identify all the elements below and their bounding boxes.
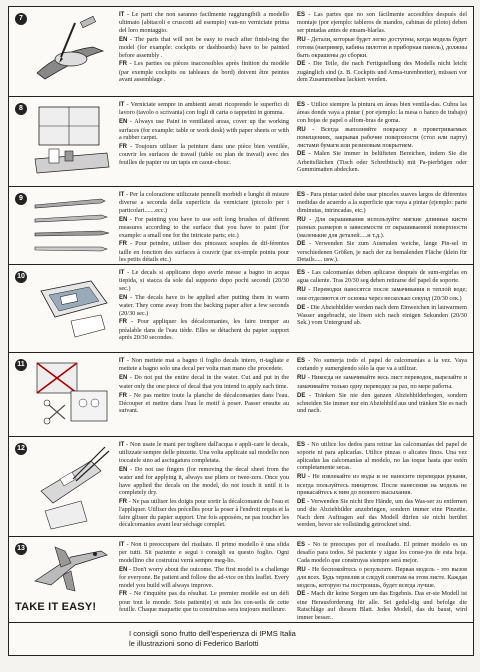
footer-line-2: le illustrazioni sono di Federico Barlotti bbox=[129, 639, 259, 648]
text-column-right bbox=[297, 357, 467, 416]
step-row bbox=[9, 537, 473, 623]
ventilated-room-illustration bbox=[31, 101, 113, 183]
step-text-de: DE - Verwenden Sie zum Ausmalen weiche, lange Pin-sel in verschiedenen Größen, je nach der zu bemalenden Fläche (klein für Details..... usw.). bbox=[297, 240, 467, 264]
step-text-fr: FR - Pour appliquer les décalcomanies, les faire tremper au préalable dans de l'eau tiède. Elles se détachent du papier support après 20/30 secondes. bbox=[119, 318, 289, 342]
brushes-illustration bbox=[31, 191, 113, 261]
step-text-ru: RU - Детали, которые будет легко доступны, когда модель будет готова (например, кабина пилотов и приборная панель), должны быть окрашены до сборки. bbox=[297, 35, 467, 59]
step-text-es: ES - No sumerja todo el papel de calcomanías a la vez. Vaya cortando y sumergiendo sólo la que va a utilizar. bbox=[297, 357, 467, 373]
text-column-left bbox=[119, 269, 289, 343]
step-text-de: DE - Mach dir keine Sorgen um das Ergebnis. Das er-ste Modell ist eine Herausforderung für alle. Sei gedul-dig und befolge die Ratschläge auf diesem Blatt. Jedes Modell, das du baust, wird immer besser.. bbox=[297, 590, 467, 621]
step-text-en: EN - Don't worry about the outcome. The first model is a challenge for everyone. Be patient and follow the ad-vice on this leaflet. Every model you build will always improve. bbox=[119, 565, 289, 589]
step-text-es: ES - Utilice siempre la pintura en áreas bien ventila-das. Cubra las áreas donde vaya a pintar ( por ejemplo: la mesa o banco de trabajo) con hojas de papel o alfom-bras de goma. bbox=[297, 101, 467, 124]
step-text-en: EN - The parts that will not be easy to reach after finish-ing the model (for example: cockpits or dashboards) have to be painted before assembly . bbox=[119, 35, 289, 59]
footer-line-1: I consigli sono frutto dell'esperienza di IPMS Italia bbox=[129, 629, 296, 638]
step-row bbox=[9, 187, 473, 265]
footer-credits bbox=[9, 623, 473, 655]
step-text-en: EN - The decals have to be applied after putting them in warm water. They come away from the backing paper after a few seconds (20/30 sec.) bbox=[119, 293, 289, 317]
step-number: 10 bbox=[15, 271, 27, 283]
text-column-left bbox=[119, 101, 289, 168]
step-row bbox=[9, 265, 473, 353]
step-text-fr: FR - Ne pas utiliser les doigts pour sortir la décalcomanie de l'eau et l'appliquer. Utiliser des précelles pour la poser à l'endroit requis et la faire glisser du papier support. Une fois apposées, ne pas toucher les décalcomanies avant leur séchage complet. bbox=[119, 497, 289, 529]
step-text-de: DE - Die Teile, die nach Fertigstellung des Modells nicht leicht zugänglich sind (z. B. Cockpits und Arma-turenbretter), müssen vor dem Zusammenbau lackiert werden. bbox=[297, 60, 467, 84]
cut-decal-illustration bbox=[31, 357, 113, 433]
step-text-it: IT - Per la colorazione utilizzate pennelli morbidi e lunghi di misure diverse a seconda della superficie da verniciare (piccolo per i particolari.......ecc.) bbox=[119, 191, 289, 214]
step-text-ru: RU - Не беспокойтесь о результате. Первая модель - это вызов для всех. Будь терпелив и следуй советам на этом листе. Каждая модель, которую ты построишь, будет всегда лучше. bbox=[297, 565, 467, 589]
step-row bbox=[9, 97, 473, 187]
text-column-left bbox=[119, 11, 289, 85]
step-text-fr: FR - Ne pas mettre toute la planche de décalcomanies dans l'eau. Découper et mettre dans l'eau le motif à poser. Passer ensuite au suivant. bbox=[119, 391, 289, 415]
step-text-ru: RU - Никогда не замачивайте весь лист переводок, вырезайте и замачивайте только одну переводку за раз, по мере работы. bbox=[297, 374, 467, 390]
text-column-right bbox=[297, 101, 467, 175]
step-text-fr: FR - Pour peindre, utiliser des pinceaux souples de dif-férentes taille en fonction des surfaces à couvrir (par ex-emple pointu pour les petits détails etc.) bbox=[119, 240, 289, 264]
cockpit-painting-illustration bbox=[31, 11, 113, 93]
tweezers-illustration bbox=[31, 441, 113, 533]
step-text-ru: RU - Для окрашивания используйте мягкие длинные кисти разных размеров в зависимости от окрашиваемой поверхности (маленькие для деталей.....и т.д.). bbox=[297, 215, 467, 239]
text-column-right bbox=[297, 541, 467, 623]
step-text-de: DE - Malen Sie immer in belüfteten Bereichen, indem Sie die Arbeitsflächen (Tisch oder Schreibtisch) mit Pa-pierbögen oder Gummimatten abdecken. bbox=[297, 150, 467, 174]
text-column-left bbox=[119, 191, 289, 265]
step-text-es: ES - Las partes que no son fácilmente accesibles después del montaje (por ejemplo: tableros de mandos, cabinas de piloto) deben ser pintadas antes de ensam-blarlas. bbox=[297, 11, 467, 34]
text-column-left bbox=[119, 441, 289, 530]
step-number: 7 bbox=[15, 13, 27, 25]
step-text-fr: FR - Ne t'inquiète pas du résultat. Le premier modèle est un défi pour tout le monde. Sois patient(e) et suis les con-seils de cette feuille. Chaque maquette que tu construiras sera toujours meilleure. bbox=[119, 590, 289, 614]
step-text-fr: FR - Les parties ou pièces inaccessibles après finition du modèle (par exemple cockpits ou tableaux de bord) doivent être peintes avant assemblage . bbox=[119, 60, 289, 84]
step-text-en: EN - For painting you have to use soft long brushes of different measures according to the surface that you have to paint (for example: a small one for the intricate parts; etc.) bbox=[119, 215, 289, 239]
text-column-left bbox=[119, 541, 289, 615]
step-text-en: EN - Do not use fingers (for removing the decal sheet from the water and for applying it, always use pliers or twee-zers. Once you have applied the decals on the model, do not touch it until it is completely dry. bbox=[119, 465, 289, 496]
step-text-de: DE - Verwenden Sie nicht Ihre Hände, um das Was-ser zu entfernen und die Abziehbilder anzubringen, sondern immer eine Pinzette. Nach dem Auftragen auf das Modell dürfen sie nicht berührt werden, bevor sie vollständig getrocknet sind. bbox=[297, 497, 467, 529]
step-text-en: EN - Always use Paint in ventilated areas, cover up the working surfaces (for example: table or work desk) with paper sheets or with a rubber carpet. bbox=[119, 118, 289, 142]
step-text-es: ES - Las calcomanías deben aplicarse después de sum-ergirlas en agua caliente. Tras 20/30 seg deben retirarse del papel de soporte. bbox=[297, 269, 467, 285]
step-text-it: IT - Le parti che non saranno facilmente raggiungibili a modello ultimato (abitacoli e cruscotti ad esempio) van-no verniciate prima del loro montaggio. bbox=[119, 11, 289, 34]
take-it-easy-label: TAKE IT EASY! bbox=[15, 601, 97, 613]
step-text-it: IT - Le decals si applicano dopo averle messe a bagno in acqua tiepida, si stacca da sole dal supporto dopo pochi secondi (20/30 sec.) bbox=[119, 269, 289, 292]
instruction-sheet bbox=[8, 6, 474, 656]
step-text-ru: RU - Всегда выполняйте покраску в проветриваемых помещениях, закрывая рабочие поверхности (стол или парту) листами бумаги или резиновым покрытием. bbox=[297, 125, 467, 149]
step-text-es: ES - No te preocupes por el resultado. El primer modelo es un desafío para todos. Sé paciente y sigue los conse-jos de esta hoja. Cada modelo que construyas siempre será mejor. bbox=[297, 541, 467, 564]
text-column-right bbox=[297, 441, 467, 530]
text-column-right bbox=[297, 191, 467, 265]
step-row bbox=[9, 437, 473, 537]
text-column-left bbox=[119, 357, 289, 416]
step-text-es: ES - No utilice los dedos para retirar las calcomanías del papel de soporte ni para aplicarlas. Utilice pinzas o alicates finos. Una vez aplicadas las calcomanías al modelo, no las toque hasta que estén completamente secas. bbox=[297, 441, 467, 472]
step-text-es: ES - Para pintar usted debe usar pinceles suaves largos de diferentes medidas de acuerdo a la superficie que vaya a pintar (ejemplo: parte diminutas, intrincadas, etc.) bbox=[297, 191, 467, 214]
step-text-de: DE - Die Abziehbilder werden nach dem Einweichen in lauwarmem Wasser angebracht, sie lösen sich nach einigen Sekunden (20/30 Sek.) vom Untergrund ab. bbox=[297, 303, 467, 327]
step-text-it: IT - Verniciate sempre in ambienti aerati ricoprendo le superfici di lavoro (tavolo o scrivania) con fogli di carta o tappetini in gomma. bbox=[119, 101, 289, 117]
step-text-it: IT - Non usate le mani per togliere dall'acqua e appli-care le decals, utilizzate sempre delle pinzette. Una volta applicate sul modello non toccatele sino ad asciugatura completata. bbox=[119, 441, 289, 464]
step-text-fr: FR - Toujours utiliser la peinture dans une pièce bien ventilée, couvrir les surfaces de travail (table ou plan de travail) avec des feuilles de papier ou un tapis en caout-chouc. bbox=[119, 143, 289, 166]
finished-model-illustration bbox=[31, 541, 113, 597]
step-row bbox=[9, 353, 473, 437]
text-column-right bbox=[297, 11, 467, 85]
step-number: 11 bbox=[15, 359, 27, 371]
step-number: 8 bbox=[15, 103, 27, 115]
step-text-de: DE - Tränken Sie nie den ganzen Abziehbilderbogen, sondern schneiden Sie immer nur ein Abziehbild aus und tränken Sie es nach und nach. bbox=[297, 391, 467, 415]
step-text-ru: RU - Переводки наносятся после замачивания в теплой воде; они отделяются от основы через несколько секунд (20/30 сек.) bbox=[297, 286, 467, 302]
step-text-ru: RU - Не извлекайте из воды и не наносите переводки руками, всегда пользуйтесь пинцетом. После нанесения на модель не прикасайтесь к ним до полного высыхания. bbox=[297, 473, 467, 496]
step-number: 13 bbox=[15, 543, 27, 555]
step-number: 9 bbox=[15, 193, 27, 205]
step-text-it: IT - Non ti preoccupare del risultato. Il primo modello è una sfida per tutti. Sii paziente e segui i consigli su questo foglio. Ogni modellino che costruirai verrà sempre meg-lio. bbox=[119, 541, 289, 564]
text-column-right bbox=[297, 269, 467, 328]
step-text-en: EN - Do not put the entire decal in the water. Cut and put in the water only the one piece of decal that you intend to apply each time. bbox=[119, 374, 289, 390]
step-row bbox=[9, 7, 473, 97]
step-text-it: IT - Non mettete mai a bagno il foglio decals intero, ri-tagliate e mettete a bagno solo una decal per volta man mano che procedete. bbox=[119, 357, 289, 373]
decal-water-tray-illustration bbox=[31, 269, 113, 349]
step-number: 12 bbox=[15, 443, 27, 455]
